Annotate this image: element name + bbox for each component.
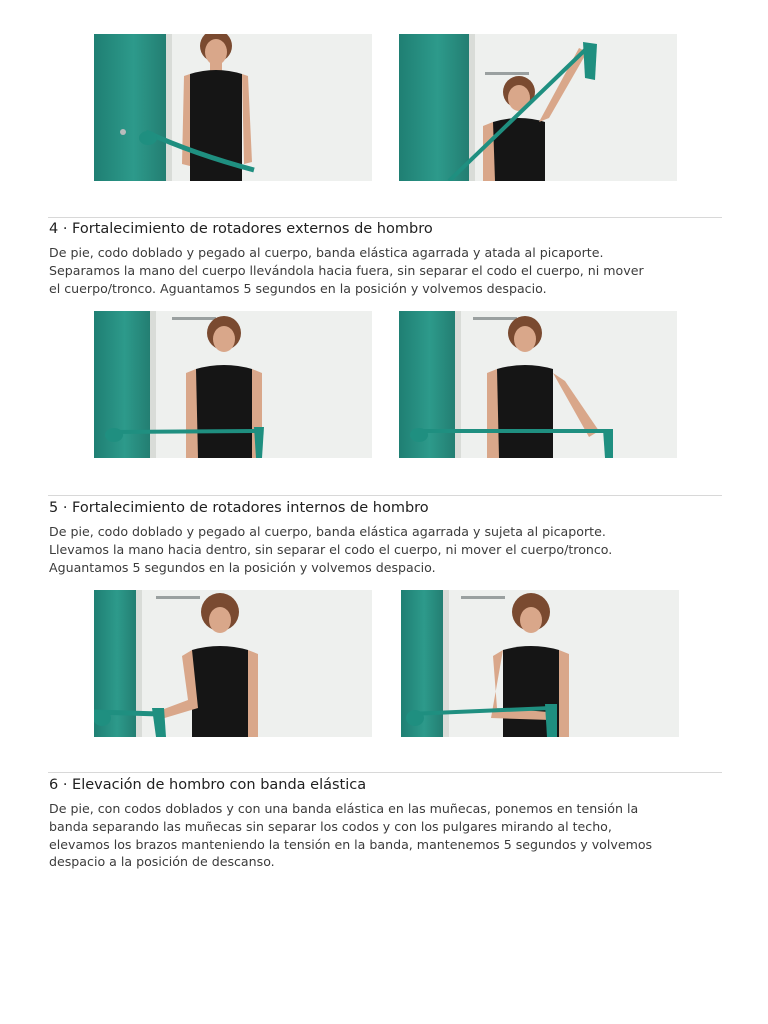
exercise-4-photo-end <box>399 311 677 458</box>
description-line: despacio a la posición de descanso. <box>49 854 275 870</box>
section-description <box>49 523 724 576</box>
section-title: 4 · Fortalecimiento de rotadores externos de hombro <box>49 221 433 237</box>
section-title: 5 · Fortalecimiento de rotadores internos de hombro <box>49 500 429 516</box>
section-title: 6 · Elevación de hombro con banda elástica <box>49 777 367 793</box>
description-line: banda separando las muñecas sin separar los codos y con los pulgares mirando al techo, <box>49 818 612 834</box>
description-line: elevamos los brazos manteniendo la tensión en la banda, mantenemos 5 segundos y volvemos <box>49 836 653 852</box>
exercise-5-photo-start <box>94 590 372 737</box>
section-divider <box>48 217 722 218</box>
description-line: De pie, codo doblado y pegado al cuerpo, banda elástica agarrada y sujeta al picaporte. <box>49 524 606 539</box>
exercise-5-photo-end <box>401 590 679 737</box>
description-line: Llevamos la mano hacia dentro, sin separar el codo el cuerpo, ni mover el cuerpo/tronco. <box>49 541 613 557</box>
description-line: De pie, codo doblado y pegado al cuerpo, banda elástica agarrada y atada al picaporte. <box>49 245 604 260</box>
description-line: Separamos la mano del cuerpo llevándola hacia fuera, sin separar el codo el cuerpo, ni mover <box>49 262 644 278</box>
section-divider <box>48 772 722 773</box>
exercise-4-photo-start <box>94 311 372 458</box>
description-line: De pie, con codos doblados y con una banda elástica en las muñecas, ponemos en tensión la <box>49 801 639 816</box>
exercise-photo-top-left <box>94 34 372 181</box>
description-line: el cuerpo/tronco. Aguantamos 5 segundos en la posición y volvemos despacio. <box>49 280 547 296</box>
section-description <box>49 244 724 297</box>
section-divider <box>48 495 722 496</box>
exercise-photo-top-right <box>399 34 677 181</box>
section-description <box>49 800 724 871</box>
description-line: Aguantamos 5 segundos en la posición y volvemos despacio. <box>49 559 436 575</box>
